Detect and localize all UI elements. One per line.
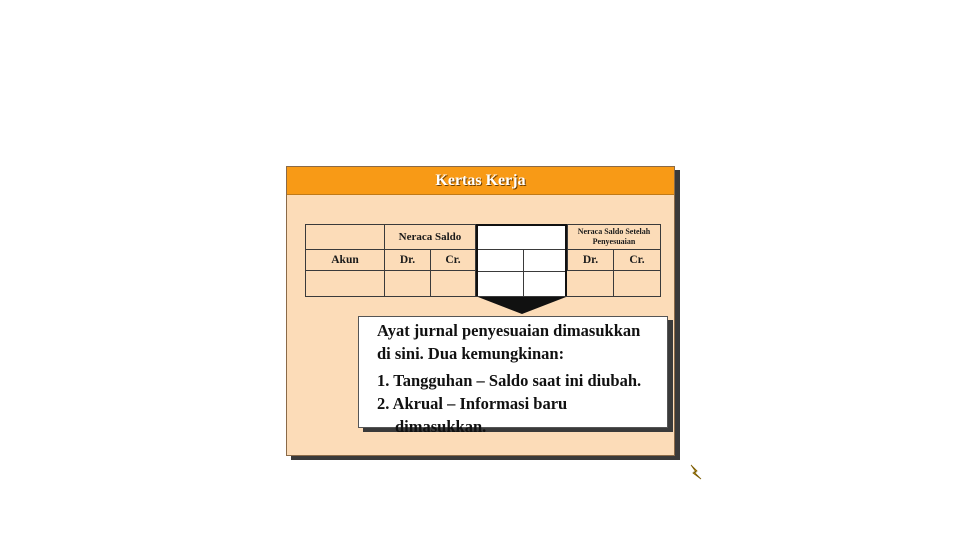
lightning-icon[interactable] <box>689 464 703 480</box>
table-row-cell <box>306 271 385 296</box>
header-adjusted-trial-balance <box>568 225 660 250</box>
callout-line: 2. Akrual – Informasi baru <box>377 394 568 413</box>
callout-line: di sini. Dua kemungkinan: <box>377 344 565 363</box>
header-tb-cr: Cr. <box>431 250 476 271</box>
down-arrow-icon <box>478 297 566 314</box>
adjustments-column-highlight <box>476 224 567 296</box>
table-row-cell <box>568 271 614 296</box>
table-row-cell <box>614 271 660 296</box>
worksheet-title: Kertas Kerja <box>287 167 674 195</box>
header-adjusted-line1: Neraca Saldo Setelah <box>577 227 651 236</box>
header-atb-cr: Cr. <box>614 250 660 271</box>
header-empty <box>306 225 385 250</box>
header-trial-balance: Neraca Saldo <box>385 225 476 250</box>
callout-box <box>358 316 668 436</box>
header-atb-dr: Dr. <box>568 250 614 271</box>
callout-line: 1. Tangguhan – Saldo saat ini diubah. <box>377 371 642 390</box>
header-adjusted-line2: Penyesuaian <box>592 237 636 246</box>
table-row-cell <box>431 271 476 296</box>
callout-line: Ayat jurnal penyesuaian dimasukkan <box>377 321 641 340</box>
table-row-cell <box>385 271 431 296</box>
header-tb-dr: Dr. <box>385 250 431 271</box>
callout-line: dimasukkan. <box>395 417 487 436</box>
header-account: Akun <box>306 250 385 271</box>
